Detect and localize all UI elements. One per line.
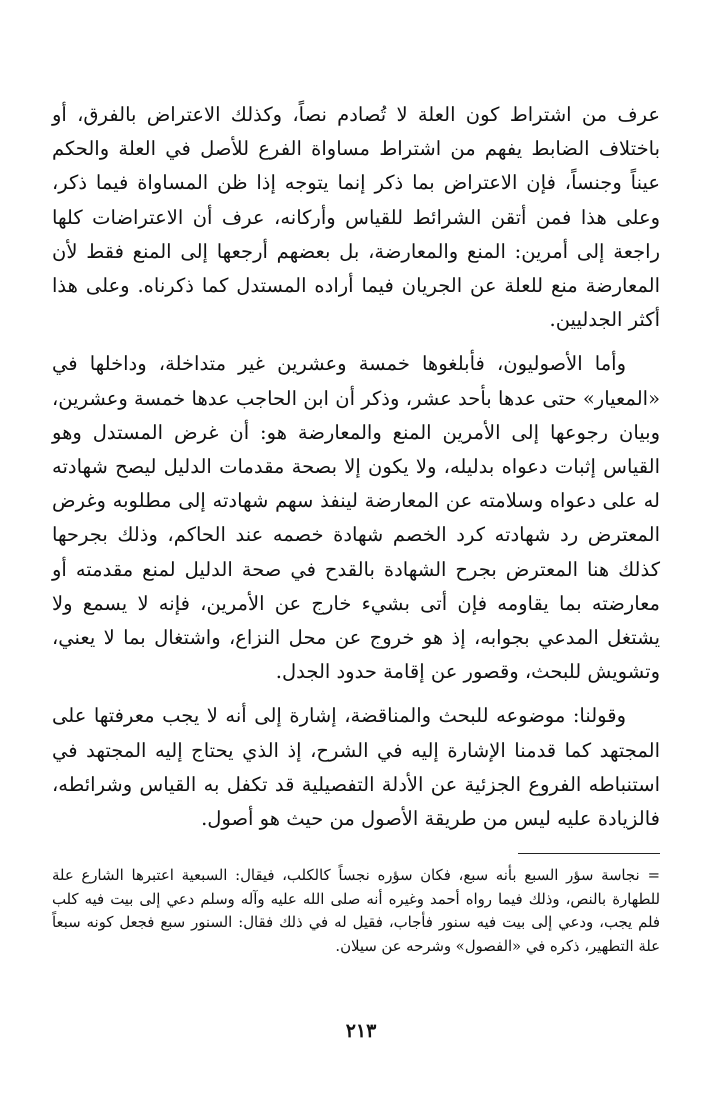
page-number: ٢١٣ [345, 1020, 377, 1042]
footnote [52, 864, 660, 958]
paragraph-1: عرف من اشتراط كون العلة لا تُصادم نصاً، وكذلك الاعتراض بالفرق، أو باختلاف الضابط يفهم من اشتراط مساواة الفرع للأصل في العلة والحكم عيناً وجنساً، فإن الاعتراض بما ذكر إنما يتوجه إذا ظن المساواة فيما ذكر، وعلى هذا فمن أتقن الشرائط للقياس وأركانه، عرف أن الاعتراضات كلها راجعة إلى أمرين: المنع والمعارضة، بل بعضهم أرجعها إلى المنع فقط لأن المعارضة منع للعلة عن الجريان فيما أراده المستدل كما ذكرناه. وعلى هذا أكثر الجدليين. [52, 103, 660, 332]
footnote-text: نجاسة سؤر السبع بأنه سبع، فكان سؤره نجساً كالكلب، فيقال: السبعية اعتبرها الشارع علة للطهارة بالنص، وذلك فيما رواه أحمد وغيره أنه صلى الله عليه وآله وسلم دعي إلى بيت فيه كلب فلم يجب، ودعي إلى بيت فيه سنور فأجاب، فقيل له في ذلك فقال: السنور سبع فجعل كونه سبعاً علة التطهير، ذكره في «الفصول» وشرحه عن سيلان. [52, 867, 660, 955]
paragraph-3: وقولنا: موضوعه للبحث والمناقضة، إشارة إلى أنه لا يجب معرفتها على المجتهد كما قدمنا الإشارة إليه في الشرح، إذ الذي يحتاج إليه المجتهد في استنباطه الفروع الجزئية عن الأدلة التفصيلية قد تكفل به القياس وشرائطه، فالزيادة عليه ليس من طريقة الأصول من حيث هو أصول. [52, 704, 660, 831]
footnote-divider [518, 853, 660, 854]
footnote-continuation-marker: = [647, 867, 660, 884]
main-text-body [52, 98, 660, 846]
paragraph-2: وأما الأصوليون، فأبلغوها خمسة وعشرين غير متداخلة، وداخلها في «المعيار» حتى عدها بأحد عشر، وذكر أن ابن الحاجب عدها خمسة وعشرين، وبيان رجوعها إلى الأمرين المنع والمعارضة هو: أن غرض المستدل وهو القياس إثبات دعواه بدليله، ولا يكون إلا بصحة مقدمات الدليل ليصح شهادته له على دعواه وسلامته عن المعارضة لينفذ سهم شهادته إلى مطلوبه وغرض المعترض رد شهادته كرد الخصم شهادة خصمه عند الحاكم، وذلك بجرحها كذلك هنا المعترض بجرح الشهادة بالقدح في صحة الدليل لمنع مقدمته أو معارضته بما يقاومه فإن أتى بشيء خارج عن الأمرين، فإنه لا يسمع ولا يشتغل المدعي بجوابه، إذ هو خروج عن محل النزاع، واشتغال بما لا يعني، وتشويش للبحث، وقصور عن إقامة حدود الجدل. [52, 352, 660, 684]
